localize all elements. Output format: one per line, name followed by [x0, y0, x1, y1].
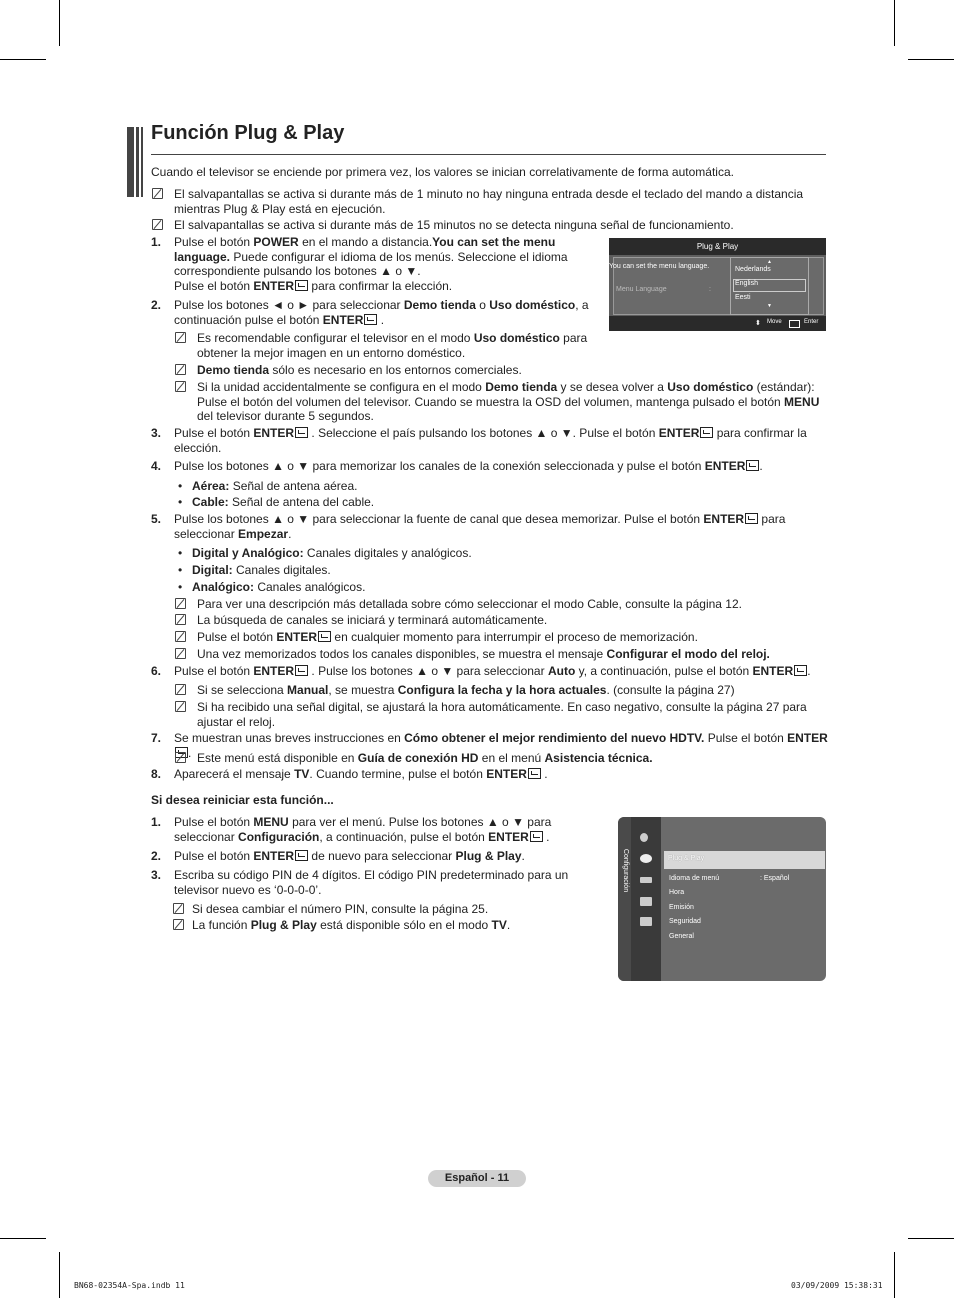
note-text: El salvapantallas se activa si durante más de 15 minutos no se detecta ninguna señal de funcionamiento.: [174, 218, 734, 232]
crop-mark: [894, 1252, 895, 1298]
footer-date: 03/09/2009 15:38:31: [791, 1281, 883, 1290]
bullet-text: Digital y Analógico: Canales digitales y analógicos.: [192, 546, 472, 560]
step-number: 2.: [151, 849, 162, 863]
move-label: Move: [767, 319, 782, 325]
bullet: •: [178, 495, 183, 509]
move-icon: ⬍: [755, 320, 761, 327]
crop-mark: [0, 59, 46, 60]
note-text: La función Plug & Play está disponible sólo en el modo TV.: [192, 918, 511, 932]
menu-item-value: : Español: [760, 875, 790, 882]
step-number: 5.: [151, 512, 162, 526]
note-icon: [175, 701, 186, 712]
crop-mark: [908, 1238, 954, 1239]
bullet-text: Analógico: Canales analógicos.: [192, 580, 366, 594]
step-5-text: Pulse los botones ▲ o ▼ para seleccionar la fuente de canal que desea memorizar. Pulse el botón ENTER para seleccionar Empezar.: [174, 512, 786, 541]
menu-icon-column: [631, 817, 661, 981]
language-option[interactable]: Eesti: [735, 294, 751, 301]
footer-file-info: BN68-02354A-Spa.indb 11: [74, 1281, 185, 1290]
enter-icon: [789, 320, 800, 328]
bullet: •: [178, 479, 183, 493]
osd-footer: [609, 316, 826, 331]
bullet-text: Digital: Canales digitales.: [192, 563, 331, 577]
menu-item[interactable]: Emisión: [669, 904, 694, 911]
enter-icon: [295, 427, 308, 438]
menu-item-plug-and-play[interactable]: Plug & Play: [664, 851, 825, 869]
step-4-text: Pulse los botones ▲ o ▼ para memorizar los canales de la conexión seleccionada y pulse el botón ENTER .: [174, 459, 763, 473]
enter-icon: [746, 460, 759, 471]
note-icon: [175, 598, 186, 609]
menu-item[interactable]: Hora: [669, 889, 685, 896]
step-number: 8.: [151, 767, 162, 781]
enter-icon: [318, 631, 331, 642]
reset-heading: Si desea reiniciar esta función...: [151, 793, 334, 807]
note-text: Si se selecciona Manual, se muestra Configura la fecha y la hora actuales. (consulte la página 27): [197, 683, 735, 697]
reset-step-1-text: Pulse el botón MENU para ver el menú. Pulse los botones ▲ o ▼ para seleccionar Configuración, a continuación, pulse el botón ENTER .: [174, 815, 552, 844]
enter-icon: [364, 314, 377, 325]
bullet: •: [178, 580, 183, 594]
enter-icon: [530, 831, 543, 842]
support-icon[interactable]: [640, 917, 652, 926]
side-tab: [618, 817, 631, 981]
setup-gear-icon[interactable]: [640, 854, 652, 863]
note-icon: [152, 219, 163, 230]
note-text: Si desea cambiar el número PIN, consulte la página 25.: [192, 902, 489, 916]
sound-icon[interactable]: [640, 877, 652, 883]
note-text: Pulse el botón ENTER en cualquier momento para interrumpir el proceso de memorización.: [197, 630, 698, 644]
reset-step-2-text: Pulse el botón ENTER de nuevo para seleccionar Plug & Play.: [174, 849, 525, 863]
step-number: 4.: [151, 459, 162, 473]
note-text: Demo tienda sólo es necesario en los entornos comerciales.: [197, 363, 522, 377]
note-icon: [173, 903, 184, 914]
note-icon: [175, 752, 186, 763]
setup-menu-osd: [618, 817, 826, 981]
crop-mark: [59, 1252, 60, 1298]
bullet-text: Aérea: Señal de antena aérea.: [192, 479, 358, 493]
down-arrow-icon: ▼: [767, 303, 772, 309]
note-text: Para ver una descripción más detallada sobre cómo seleccionar el modo Cable, consulte la página 12.: [197, 597, 742, 611]
side-tab-label: Configuración: [622, 848, 630, 893]
step-number: 1.: [151, 815, 162, 829]
note-icon: [175, 614, 186, 625]
step-3-text: Pulse el botón ENTER . Seleccione el país pulsando los botones ▲ o ▼. Pulse el botón ENTER para confirmar la elección.: [174, 426, 807, 455]
note-icon: [175, 381, 186, 392]
step-2-text: Pulse los botones ◄ o ► para seleccionar Demo tienda o Uso doméstico, a continuación pulse el botón ENTER .: [174, 298, 589, 327]
enter-icon: [528, 768, 541, 779]
step-1-text: Pulse el botón POWER en el mando a distancia.You can set the menu language. Puede configurar el idioma de los menús. Seleccione el idioma correspondiente pulsando los botones ▲ o ▼. Pulse el botón ENTER para confirmar la elección.: [174, 235, 568, 293]
language-list[interactable]: [730, 257, 809, 315]
step-number: 7.: [151, 731, 162, 745]
note-text: Es recomendable configurar el televisor en el modo Uso doméstico para obtener la mejor imagen en un entorno doméstico.: [197, 331, 588, 360]
step-number: 1.: [151, 235, 162, 249]
enter-icon: [794, 665, 807, 676]
note-icon: [173, 919, 184, 930]
language-option[interactable]: Nederlands: [735, 266, 771, 273]
osd-prompt: You can set the menu language.: [609, 263, 710, 270]
menu-item[interactable]: General: [669, 933, 694, 940]
bullet: •: [178, 546, 183, 560]
osd-colon: :: [709, 286, 711, 293]
enter-icon: [295, 850, 308, 861]
step-number: 3.: [151, 426, 162, 440]
title-divider: [151, 154, 826, 155]
note-icon: [175, 684, 186, 695]
note-text: Este menú está disponible en Guía de conexión HD en el menú Asistencia técnica.: [197, 751, 653, 765]
note-icon: [175, 332, 186, 343]
page-title: Función Plug & Play: [151, 122, 345, 144]
picture-icon[interactable]: [640, 833, 648, 842]
up-arrow-icon: ▲: [767, 259, 772, 265]
reset-step-3-text: Escriba su código PIN de 4 dígitos. El código PIN predeterminado para un televisor nuevo es ‘0-0-0-0’.: [174, 868, 569, 897]
language-option[interactable]: English: [735, 280, 758, 287]
crop-mark: [59, 0, 60, 46]
intro-text: Cuando el televisor se enciende por primera vez, los valores se inician correlativamente de forma automática.: [151, 165, 734, 179]
bullet-text: Cable: Señal de antena del cable.: [192, 495, 375, 509]
note-text: Si ha recibido una señal digital, se ajustará la hora automáticamente. En caso negativo, consulte la página 27 para ajustar el reloj.: [197, 700, 807, 729]
osd-header: Plug & Play: [609, 238, 826, 255]
step-number: 3.: [151, 868, 162, 882]
step-number: 2.: [151, 298, 162, 312]
crop-mark: [908, 59, 954, 60]
step-number: 6.: [151, 664, 162, 678]
crop-mark: [0, 1238, 46, 1239]
enter-icon: [295, 665, 308, 676]
page-number-badge: Español - 11: [428, 1170, 526, 1187]
menu-item[interactable]: Seguridad: [669, 918, 701, 925]
osd-menu-language-label: Menu Language: [616, 286, 667, 293]
enter-icon: [745, 513, 758, 524]
step-7-text: Se muestran unas breves instrucciones en Cómo obtener el mejor rendimiento del nuevo HDTV. Pulse el botón ENTER.: [174, 731, 828, 760]
plug-and-play-osd: [609, 238, 826, 331]
step-6-text: Pulse el botón ENTER . Pulse los botones ▲ o ▼ para seleccionar Auto y, a continuación, pulse el botón ENTER .: [174, 664, 811, 678]
note-text: La búsqueda de canales se iniciará y terminará automáticamente.: [197, 613, 548, 627]
enter-icon: [700, 427, 713, 438]
input-icon[interactable]: [640, 897, 652, 906]
note-text: Una vez memorizados todos los canales disponibles, se muestra el mensaje Configurar el modo del reloj.: [197, 647, 770, 661]
bullet: •: [178, 563, 183, 577]
enter-icon: [295, 280, 308, 291]
crop-mark: [894, 0, 895, 46]
note-text: Si la unidad accidentalmente se configura en el modo Demo tienda y se desea volver a Uso doméstico (estándar): Pulse el botón del volumen del televisor. Cuando se muestra la OSD del volumen, mantenga pulsado el botón MENU del televisor durante 5 segundos.: [197, 380, 820, 423]
note-icon: [175, 631, 186, 642]
note-text: El salvapantallas se activa si durante más de 1 minuto no hay ninguna entrada desde el teclado del mando a distancia mientras Plug & Play está en ejecución.: [174, 187, 804, 216]
note-icon: [175, 648, 186, 659]
note-icon: [152, 188, 163, 199]
note-icon: [175, 364, 186, 375]
step-8-text: Aparecerá el mensaje TV. Cuando termine, pulse el botón ENTER .: [174, 767, 548, 781]
menu-item[interactable]: Idioma de menú: [669, 875, 720, 882]
enter-label: Enter: [804, 319, 819, 325]
